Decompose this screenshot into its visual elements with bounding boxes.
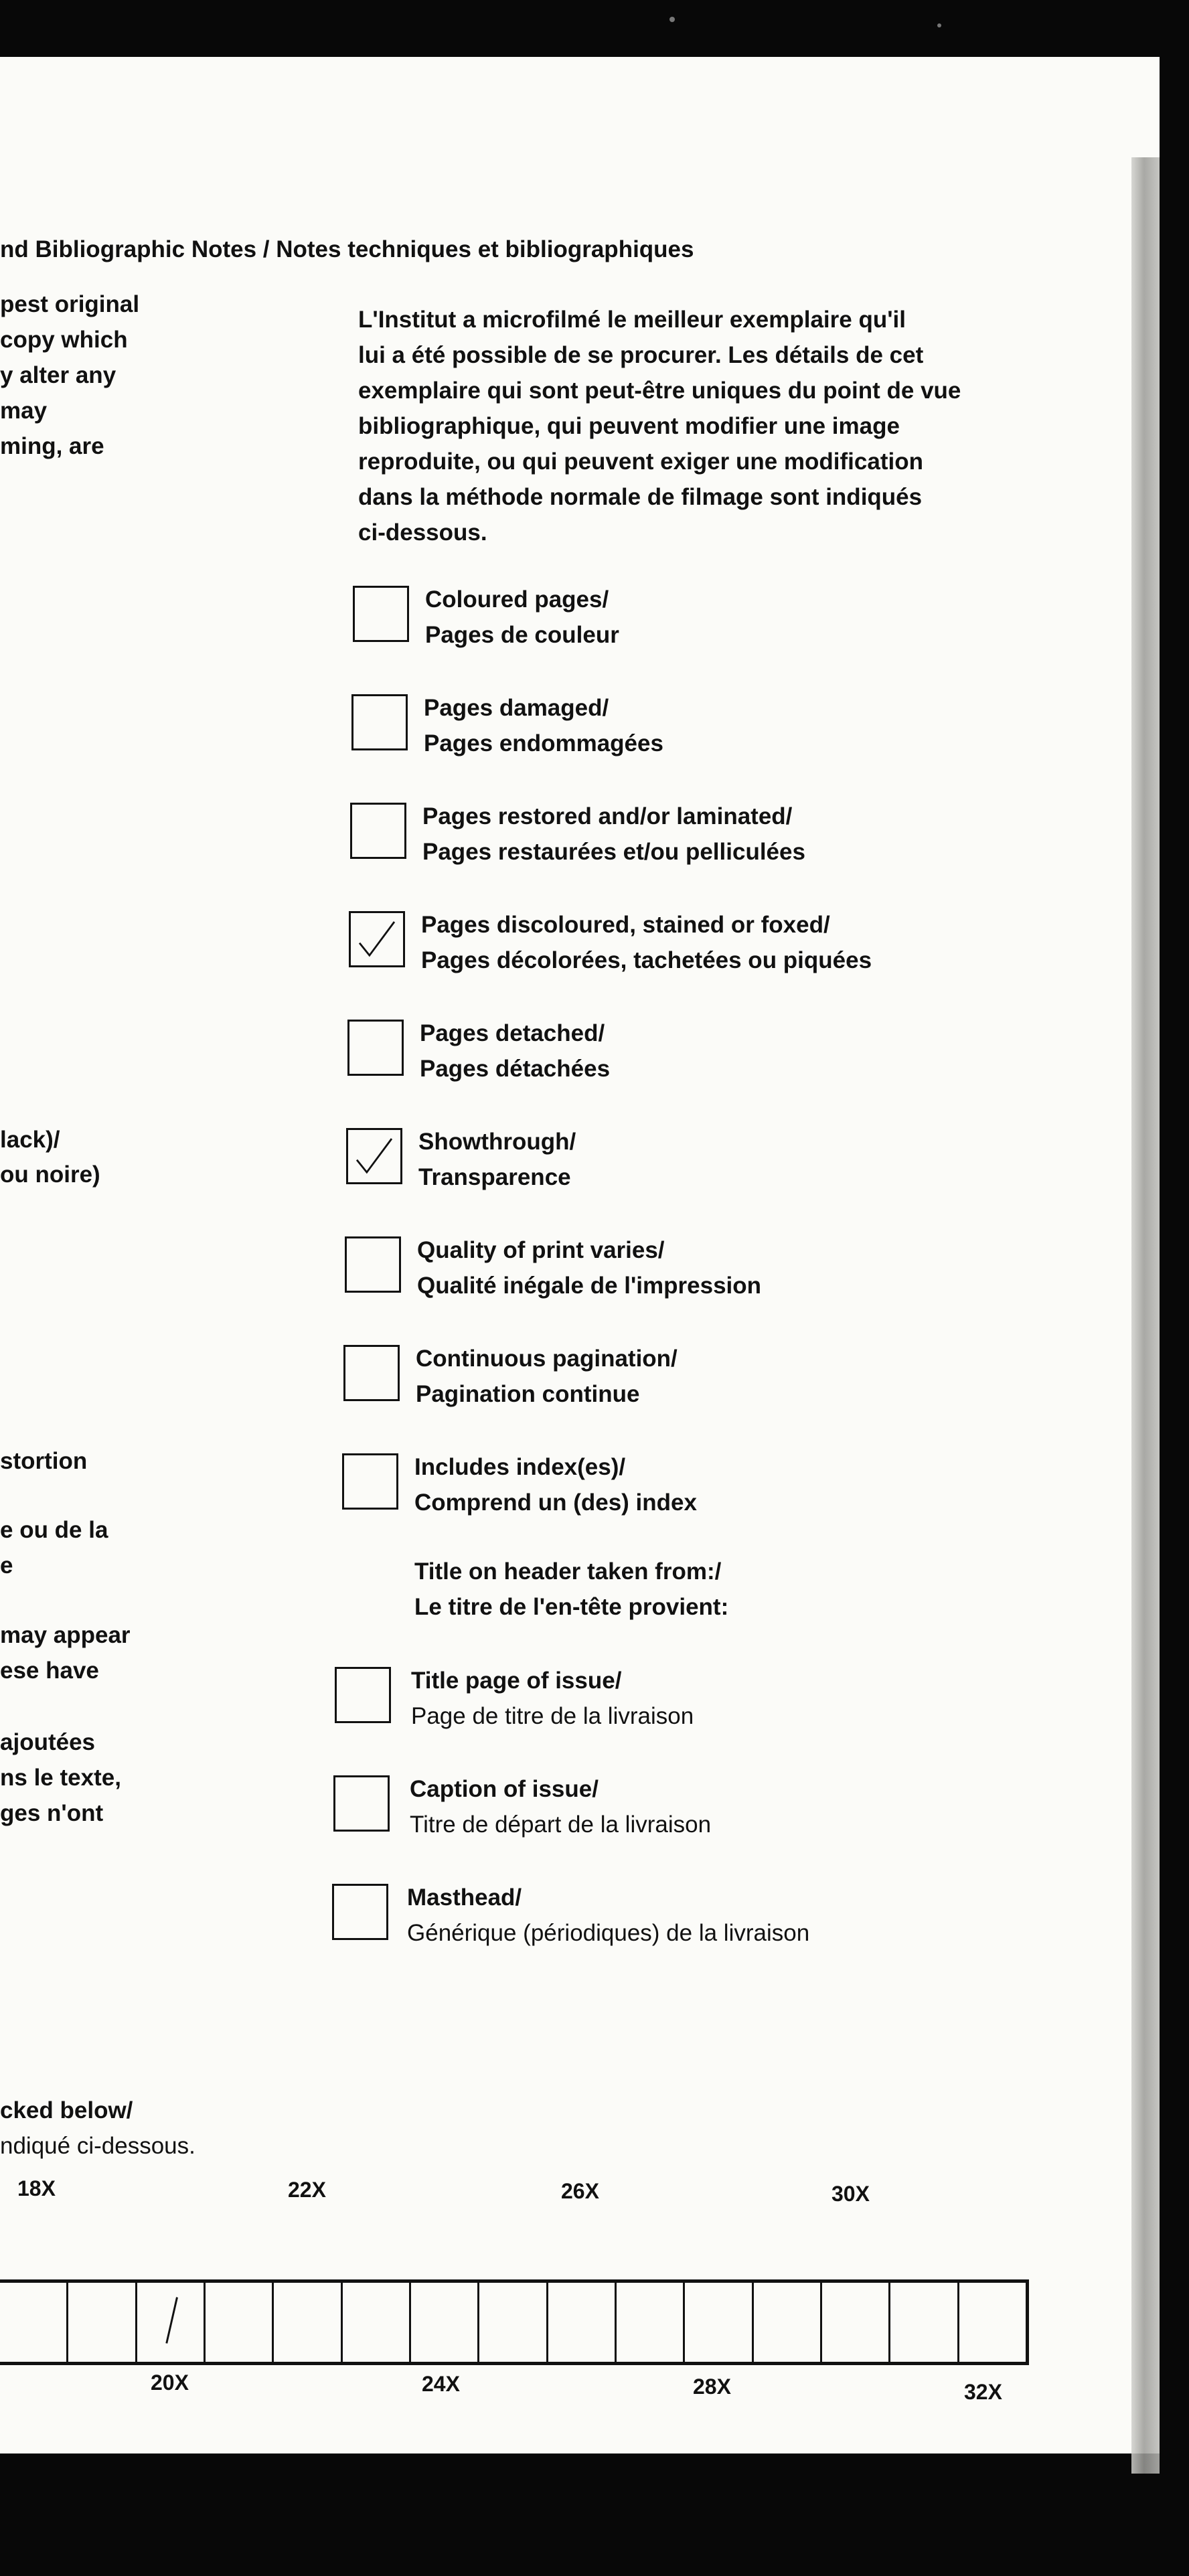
left-fragment: ou noire): [0, 1161, 100, 1188]
ratio-cell: [409, 2283, 477, 2362]
option-label-en: Pages discoloured, stained or foxed/: [421, 912, 830, 938]
left-fragment: e: [0, 1552, 13, 1579]
scale-label-bottom: 28X: [693, 2374, 731, 2399]
option-label-fr: Pages de couleur: [425, 622, 619, 648]
option-label-en: Includes index(es)/: [414, 1454, 626, 1480]
ratio-cell: [820, 2283, 888, 2362]
page-edge-shadow: [1131, 157, 1160, 2474]
intro-line: reproduite, ou qui peuvent exiger une modification: [358, 449, 923, 475]
paper-sheet: [0, 57, 1160, 2453]
option-label-fr: Pages restaurées et/ou pelliculées: [422, 839, 805, 865]
checkbox-caption-of-issue[interactable]: [333, 1775, 390, 1832]
reduction-ratio-strip: [0, 2279, 1029, 2365]
dust-speck: [669, 17, 675, 22]
ratio-cell: [204, 2283, 272, 2362]
ratio-cell: [0, 2283, 66, 2362]
ratio-cell: [477, 2283, 546, 2362]
left-fragment: ming, are: [0, 433, 104, 459]
scale-label-top: 26X: [561, 2179, 599, 2203]
checkbox-pages-discoloured[interactable]: [349, 911, 405, 967]
option-label-fr: Pages décolorées, tachetées ou piquées: [421, 947, 872, 973]
checkbox-pages-restored[interactable]: [350, 803, 406, 859]
option-label-fr: Qualité inégale de l'impression: [417, 1273, 762, 1299]
checkbox-title-page-of-issue[interactable]: [335, 1667, 391, 1723]
tick-mark-icon: [137, 2283, 204, 2362]
checkbox-pages-detached[interactable]: [347, 1020, 404, 1076]
intro-line: dans la méthode normale de filmage sont indiqués: [358, 484, 923, 510]
left-fragment: may: [0, 398, 48, 424]
ratio-cell: [66, 2283, 135, 2362]
checkbox-masthead[interactable]: [332, 1884, 388, 1940]
ratio-cell: [546, 2283, 615, 2362]
left-fragment: may appear: [0, 1622, 131, 1648]
option-label-en: Quality of print varies/: [417, 1237, 665, 1263]
scale-label-top: 30X: [831, 2182, 870, 2206]
scale-label-top: 18X: [17, 2176, 56, 2200]
option-label-fr: Pagination continue: [416, 1381, 640, 1407]
option-label-en: Pages detached/: [420, 1020, 605, 1046]
ratio-cell: [888, 2283, 957, 2362]
checkbox-coloured-pages[interactable]: [353, 586, 409, 642]
checkbox-pages-damaged[interactable]: [351, 694, 408, 750]
option-label-en: Pages damaged/: [424, 695, 609, 721]
option-label-fr: Page de titre de la livraison: [411, 1703, 694, 1729]
checkbox-print-quality[interactable]: [345, 1236, 401, 1293]
scale-label-top: 22X: [288, 2178, 326, 2202]
option-label-en: Masthead/: [407, 1884, 522, 1911]
option-label-en: Continuous pagination/: [416, 1346, 678, 1372]
ratio-cell: [135, 2283, 204, 2362]
intro-line: ci-dessous.: [358, 519, 487, 546]
checkmark-icon: [348, 1130, 400, 1182]
checkbox-includes-index[interactable]: [342, 1453, 398, 1510]
left-fragment: e ou de la: [0, 1517, 108, 1543]
option-label-fr: Pages endommagées: [424, 730, 663, 756]
option-label-en: Caption of issue/: [410, 1776, 599, 1802]
left-fragment: pest original: [0, 291, 140, 317]
scale-label-bottom: 32X: [964, 2380, 1002, 2404]
ratio-cell: [752, 2283, 820, 2362]
option-label-en: Showthrough/: [418, 1129, 576, 1155]
option-label-fr: Transparence: [418, 1164, 571, 1190]
left-fragment: ns le texte,: [0, 1765, 121, 1791]
option-label-en: Coloured pages/: [425, 586, 609, 613]
left-fragment: y alter any: [0, 362, 116, 388]
option-label-fr: Pages détachées: [420, 1056, 611, 1082]
left-fragment: stortion: [0, 1448, 88, 1474]
option-label-en: Title page of issue/: [411, 1668, 622, 1694]
checkbox-showthrough[interactable]: [346, 1128, 402, 1184]
header-note-line: Title on header taken from:/: [414, 1558, 722, 1585]
ratio-cell: [957, 2283, 1026, 2362]
left-fragment: ese have: [0, 1658, 99, 1684]
intro-line: L'Institut a microfilmé le meilleur exemplaire qu'il: [358, 307, 906, 333]
checkbox-continuous-pagination[interactable]: [343, 1345, 400, 1401]
ratio-cell: [272, 2283, 340, 2362]
ratio-cell: [341, 2283, 409, 2362]
ratio-cell: [683, 2283, 751, 2362]
option-label-fr: Générique (périodiques) de la livraison: [407, 1920, 810, 1946]
checkmark-icon: [351, 913, 403, 965]
left-fragment: copy which: [0, 327, 128, 353]
option-label-fr: Comprend un (des) index: [414, 1490, 697, 1516]
header-note-line: Le titre de l'en-tête provient:: [414, 1594, 729, 1620]
left-fragment: ajoutées: [0, 1729, 95, 1755]
intro-line: exemplaire qui sont peut-être uniques du point de vue: [358, 378, 961, 404]
scale-label-bottom: 24X: [422, 2372, 460, 2396]
option-label-en: Pages restored and/or laminated/: [422, 803, 793, 829]
scale-label-bottom: 20X: [151, 2370, 189, 2395]
intro-line: lui a été possible de se procurer. Les détails de cet: [358, 342, 924, 368]
option-label-fr: Titre de départ de la livraison: [410, 1812, 712, 1838]
left-fragment: lack)/: [0, 1127, 60, 1153]
left-fragment: ges n'ont: [0, 1800, 104, 1826]
intro-line: bibliographique, qui peuvent modifier une image: [358, 413, 900, 439]
ratio-cell: [615, 2283, 683, 2362]
notes-heading: nd Bibliographic Notes / Notes techniques et bibliographiques: [0, 236, 694, 262]
left-fragment: cked below/: [0, 2097, 133, 2123]
left-fragment: ndiqué ci-dessous.: [0, 2133, 195, 2159]
dust-speck: [937, 23, 941, 27]
